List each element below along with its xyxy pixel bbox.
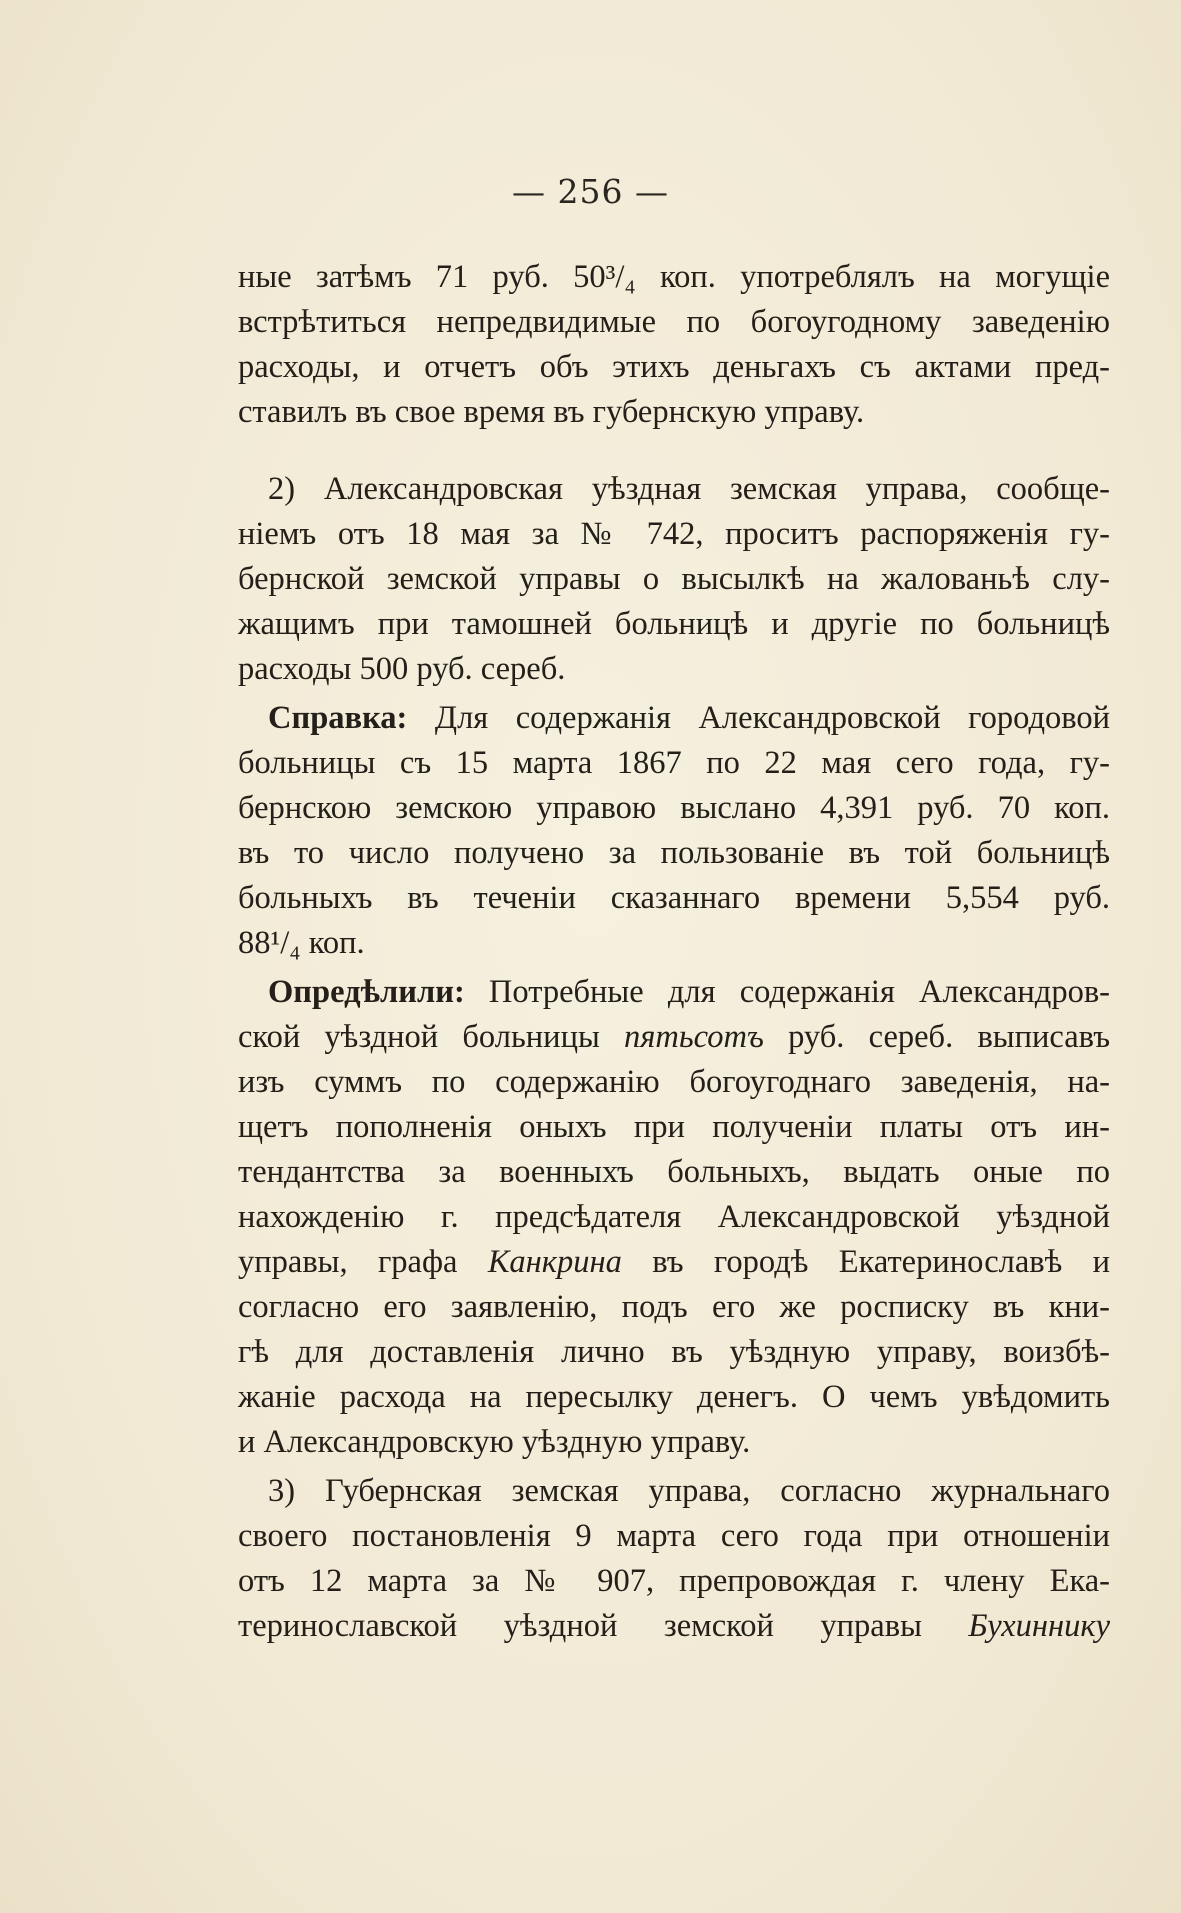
text-line xyxy=(238,1015,1110,1060)
text-line: нахожденію г. предсѣдателя Александровской уѣздной xyxy=(238,1199,1110,1235)
text-line: встрѣтиться непредвидимые по богоугодному заведенію xyxy=(238,304,1110,340)
text-line: въ то число получено за пользованіе въ той больницѣ xyxy=(238,835,1110,871)
text-line xyxy=(238,696,1110,741)
text-line xyxy=(238,1604,1110,1649)
text-line: бернскою земскою управою выслано 4,391 руб. 70 коп. xyxy=(238,790,1110,826)
text-span: руб. сереб. выписавъ xyxy=(788,1019,1110,1055)
text-line: жаніе расхода на пересылку денегъ. О чемъ увѣдомить xyxy=(238,1379,1110,1415)
text-line: бернской земской управы о высылкѣ на жалованьѣ слу- xyxy=(238,561,1110,597)
text-line: изъ суммъ по содержанію богоугоднаго заведенія, на- xyxy=(238,1064,1110,1100)
text-line xyxy=(238,970,1110,1015)
text-line: отъ 12 марта за № 907, препровождая г. члену Ека- xyxy=(238,1563,1110,1599)
text-line: гѣ для доставленія лично въ уѣздную управу, воизбѣ- xyxy=(238,1334,1110,1370)
italic-name: Канкрина xyxy=(487,1244,622,1280)
italic-name: Бухиннику xyxy=(968,1608,1110,1644)
text-line: согласно его заявленію, подъ его же росписку въ кни- xyxy=(238,1289,1110,1325)
text-line: 88¹/₄ коп. xyxy=(238,925,365,961)
text-line xyxy=(238,1240,1110,1285)
text-line: жащимъ при тамошней больницѣ и другіе по больницѣ xyxy=(238,606,1110,642)
text-span: Потребные для содержанія Александров- xyxy=(488,974,1110,1010)
text-span: теринославской уѣздной земской управы xyxy=(238,1608,922,1644)
text-line: ные затѣмъ 71 руб. 50³/₄ коп. употреблялъ на могущіе xyxy=(238,259,1110,295)
page-number: — 256 — xyxy=(512,172,669,211)
text-line: больницы съ 15 марта 1867 по 22 мая сего года, гу- xyxy=(238,745,1110,781)
text-line: ставилъ въ свое время въ губернскую управу. xyxy=(238,394,865,430)
text-span: въ городѣ Екатеринославѣ и xyxy=(652,1244,1110,1280)
text-line: щетъ пополненія оныхъ при полученіи платы отъ ин- xyxy=(238,1109,1110,1145)
text-line: расходы, и отчетъ объ этихъ деньгахъ съ актами пред- xyxy=(238,349,1110,385)
text-line: 2) Александровская уѣздная земская управа, сообще- xyxy=(268,471,1110,507)
text-line: своего постановленія 9 марта сего года при отношеніи xyxy=(238,1518,1110,1554)
text-line: расходы 500 руб. сереб. xyxy=(238,651,566,687)
text-span: управы, графа xyxy=(238,1244,458,1280)
text-line: ніемъ отъ 18 мая за № 742, проситъ распоряженія гу- xyxy=(238,516,1110,552)
italic-word: пятьсотъ xyxy=(624,1019,764,1055)
text-line: 3) Губернская земская управа, согласно журнальнаго xyxy=(268,1473,1110,1509)
text-line: тендантства за военныхъ больныхъ, выдать оные по xyxy=(238,1154,1110,1190)
resolution-label: Опредѣлили: xyxy=(268,974,465,1010)
text-span: ской уѣздной больницы xyxy=(238,1019,600,1055)
text-span: Для содержанія Александровской городовой xyxy=(434,700,1110,736)
reference-label: Справка: xyxy=(268,700,408,736)
body-text xyxy=(238,255,1110,1649)
text-line: и Александровскую уѣздную управу. xyxy=(238,1424,751,1460)
text-line: больныхъ въ теченіи сказаннаго времени 5,554 руб. xyxy=(238,880,1110,916)
